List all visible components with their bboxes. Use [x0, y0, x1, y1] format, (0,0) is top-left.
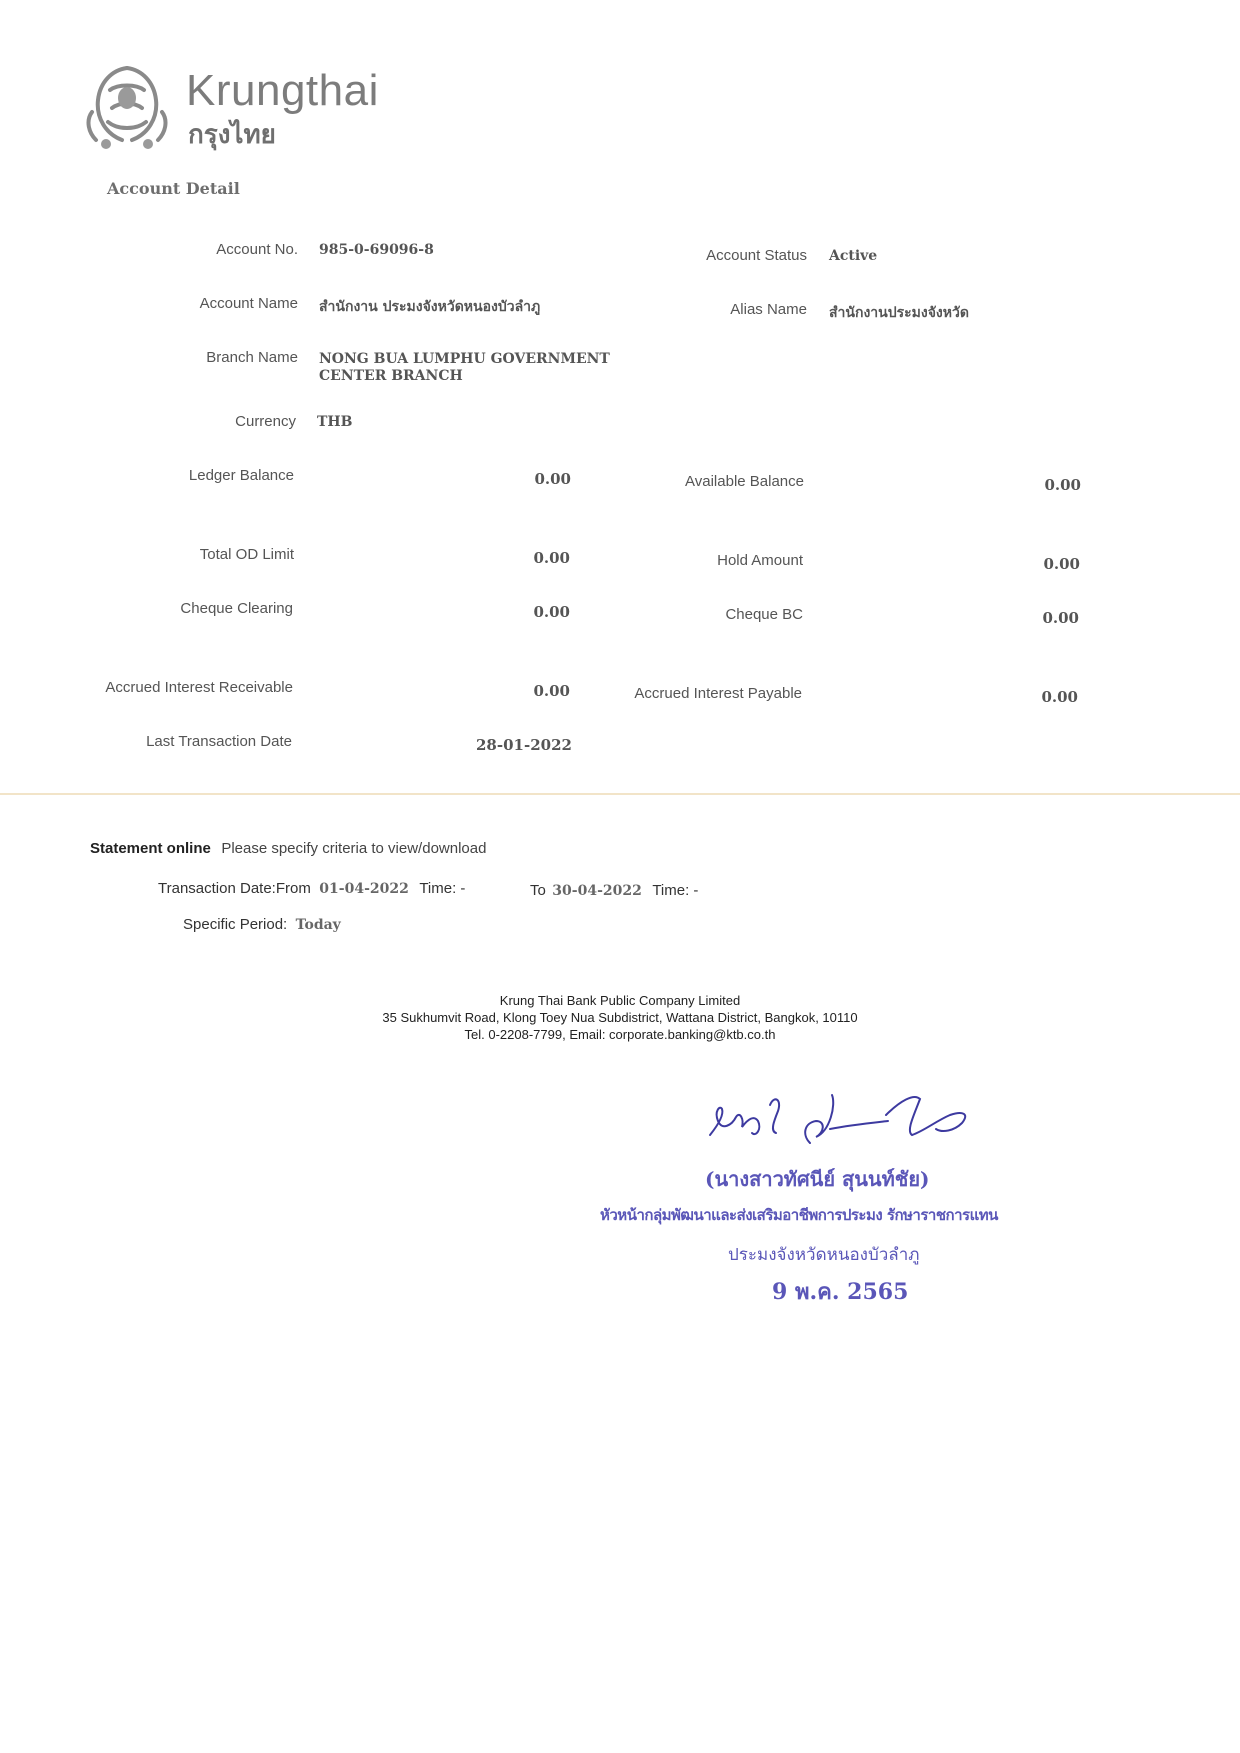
specific-period-label: Specific Period: [183, 916, 288, 933]
account-no-value: 985-0-69096-8 [319, 242, 434, 258]
specific-period-value[interactable]: Today [295, 917, 341, 933]
from-time-label: Time: - [419, 880, 466, 897]
available-balance-label: Available Balance [685, 473, 804, 490]
certifier-name: (นางสาวทัศนีย์ สุนนท์ชัย) [705, 1167, 930, 1191]
cheque-bc-label: Cheque BC [725, 606, 803, 623]
total-od-limit-value: 0.00 [533, 549, 570, 567]
cheque-clearing-value: 0.00 [533, 603, 570, 621]
from-label: From [275, 880, 311, 897]
to-time-label: Time: - [652, 882, 699, 899]
section-divider [0, 793, 1240, 795]
transaction-date-label: Transaction Date: [158, 880, 276, 897]
logo-text-th: กรุงไทย [188, 119, 276, 149]
currency-label: Currency [235, 413, 296, 430]
accrued-interest-payable-label: Accrued Interest Payable [634, 685, 802, 702]
alias-name-value: สำนักงานประมงจังหวัด [829, 305, 969, 321]
account-name-label: Account Name [199, 295, 298, 312]
transaction-date-row [158, 880, 465, 898]
statement-instruction: Please specify criteria to view/download [221, 840, 487, 857]
ledger-balance-label: Ledger Balance [188, 467, 294, 484]
to-date-row [530, 882, 698, 900]
last-transaction-date-label: Last Transaction Date [146, 733, 292, 750]
available-balance-value: 0.00 [1044, 476, 1081, 494]
bank-footer [0, 992, 1240, 1043]
cheque-clearing-label: Cheque Clearing [180, 600, 293, 617]
to-label: To [530, 882, 546, 899]
account-status-value: Active [829, 248, 878, 264]
certification-date: 9 พ.ค. 2565 [772, 1279, 909, 1305]
ledger-balance-value: 0.00 [534, 470, 571, 488]
accrued-interest-receivable-value: 0.00 [533, 682, 570, 700]
footer-company: Krung Thai Bank Public Company Limited [499, 993, 741, 1008]
total-od-limit-label: Total OD Limit [199, 546, 294, 563]
handwritten-signature-icon [700, 1085, 1040, 1165]
hold-amount-value: 0.00 [1043, 555, 1080, 573]
last-transaction-date-value: 28-01-2022 [476, 736, 572, 754]
footer-address: 35 Sukhumvit Road, Klong Toey Nua Subdistrict, Wattana District, Bangkok, 10110 [382, 1010, 858, 1025]
certifier-province: ประมงจังหวัดหนองบัวลำภู [728, 1245, 920, 1265]
from-date-value[interactable]: 01-04-2022 [319, 881, 409, 897]
footer-contact: Tel. 0-2208-7799, Email: corporate.banking@ktb.co.th [464, 1027, 776, 1042]
cheque-bc-value: 0.00 [1042, 609, 1079, 627]
account-no-label: Account No. [216, 241, 298, 258]
to-date-value[interactable]: 30-04-2022 [552, 883, 642, 899]
currency-value: THB [317, 414, 353, 430]
logo-text-en: Krungthai [186, 66, 379, 115]
account-detail-title: Account Detail [107, 179, 240, 198]
garuda-emblem-icon [82, 60, 172, 152]
hold-amount-label: Hold Amount [717, 552, 803, 569]
account-name-value: สำนักงาน ประมงจังหวัดหนองบัวลำภู [319, 299, 541, 315]
statement-online-title: Statement online [90, 840, 211, 857]
specific-period-row [183, 916, 341, 934]
accrued-interest-payable-value: 0.00 [1041, 688, 1078, 706]
certifier-position: หัวหน้ากลุ่มพัฒนาและส่งเสริมอาชีพการประมง รักษาราชการแทน [600, 1206, 998, 1224]
accrued-interest-receivable-label: Accrued Interest Receivable [105, 679, 293, 696]
branch-name-value: NONG BUA LUMPHU GOVERNMENT CENTER BRANCH [319, 351, 610, 384]
branch-name-label: Branch Name [206, 349, 298, 366]
account-status-label: Account Status [706, 247, 807, 264]
statement-online-header [90, 840, 486, 858]
alias-name-label: Alias Name [730, 301, 807, 318]
